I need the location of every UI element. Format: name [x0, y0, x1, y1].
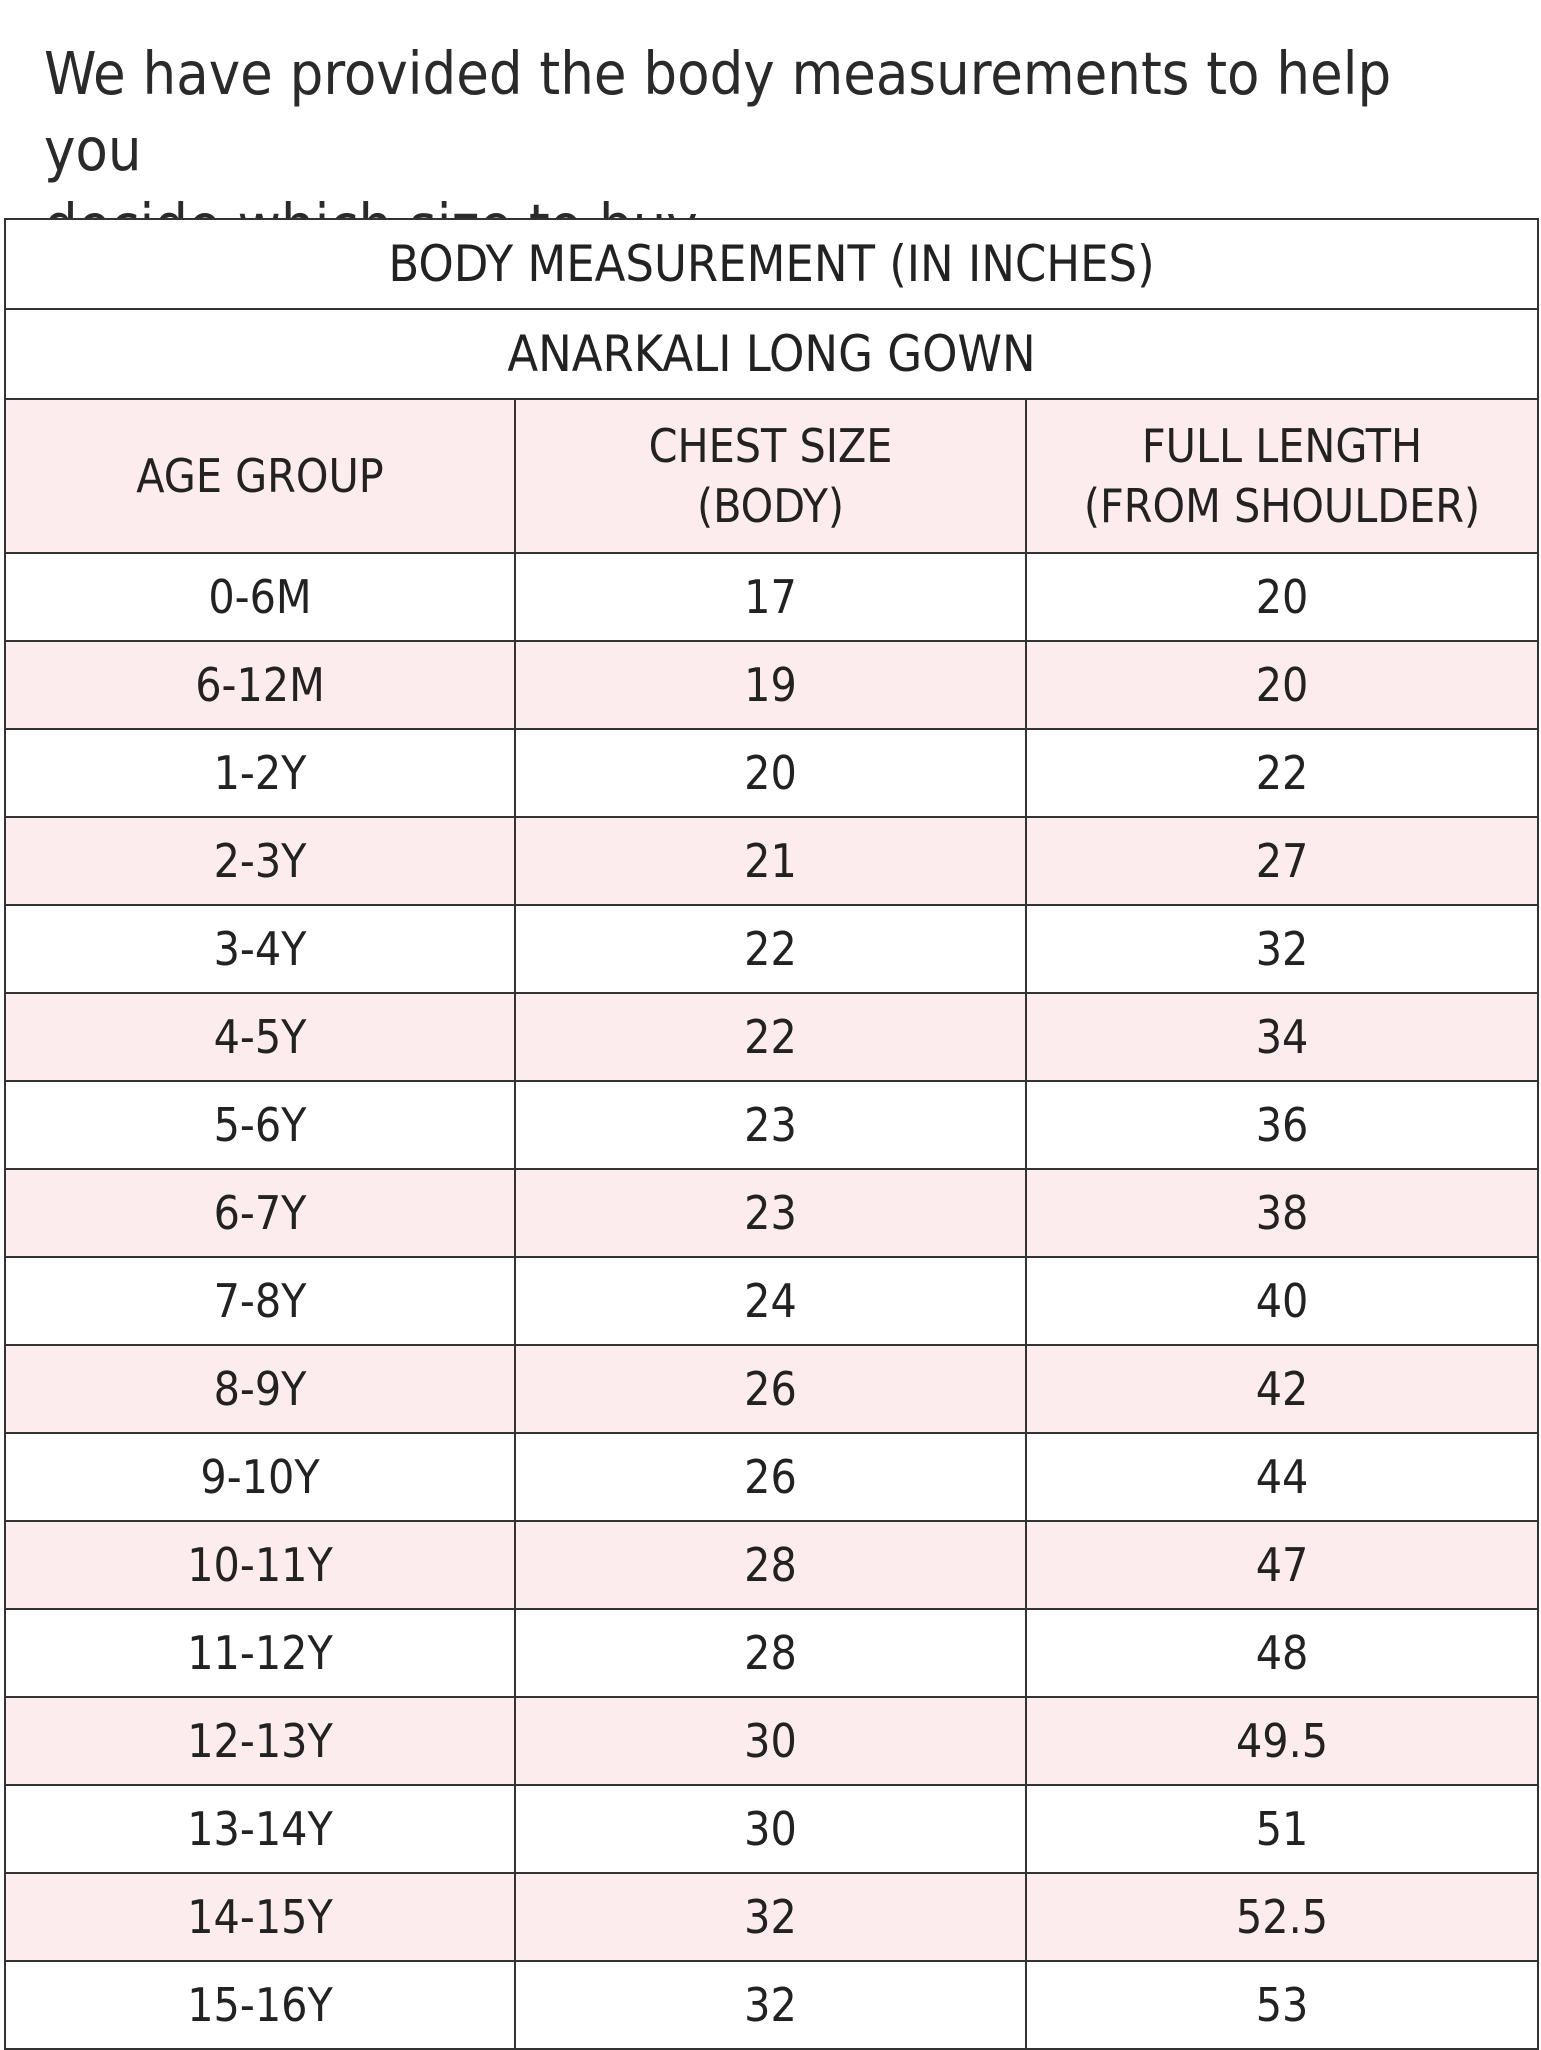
cell-age-group: 7-8Y: [5, 1257, 515, 1345]
header-length-line-1: FULL LENGTH: [1141, 419, 1423, 473]
cell-chest-size: 28: [515, 1521, 1026, 1609]
table-subtitle: ANARKALI LONG GOWN: [5, 309, 1538, 399]
cell-age-group: 11-12Y: [5, 1609, 515, 1697]
cell-age-group: 14-15Y: [5, 1873, 515, 1961]
cell-age-group: 0-6M: [5, 553, 515, 641]
cell-age-group: 13-14Y: [5, 1785, 515, 1873]
cell-full-length: 20: [1026, 641, 1538, 729]
cell-age-group: 6-12M: [5, 641, 515, 729]
table-row: [5, 1345, 1538, 1433]
table-row: [5, 1081, 1538, 1169]
cell-age-group: 15-16Y: [5, 1961, 515, 2049]
cell-age-group: 12-13Y: [5, 1697, 515, 1785]
cell-age-group: 2-3Y: [5, 817, 515, 905]
header-full-length: [1026, 399, 1538, 553]
cell-full-length: 52.5: [1026, 1873, 1538, 1961]
intro-line-1: We have provided the body measurements to help you: [44, 39, 1392, 184]
table-row: [5, 641, 1538, 729]
cell-chest-size: 23: [515, 1169, 1026, 1257]
table-row: [5, 1433, 1538, 1521]
header-chest-line-1: CHEST SIZE: [648, 419, 893, 473]
cell-chest-size: 26: [515, 1345, 1026, 1433]
cell-full-length: 44: [1026, 1433, 1538, 1521]
cell-full-length: 42: [1026, 1345, 1538, 1433]
table-row: [5, 1961, 1538, 2049]
cell-chest-size: 28: [515, 1609, 1026, 1697]
header-length-line-2: (FROM SHOULDER): [1083, 479, 1481, 533]
cell-chest-size: 21: [515, 817, 1026, 905]
cell-full-length: 40: [1026, 1257, 1538, 1345]
cell-chest-size: 32: [515, 1961, 1026, 2049]
cell-full-length: 51: [1026, 1785, 1538, 1873]
cell-full-length: 27: [1026, 817, 1538, 905]
table-row: [5, 553, 1538, 641]
table-title-row: [5, 219, 1538, 309]
cell-age-group: 8-9Y: [5, 1345, 515, 1433]
cell-full-length: 36: [1026, 1081, 1538, 1169]
header-chest-size: [515, 399, 1026, 553]
cell-age-group: 10-11Y: [5, 1521, 515, 1609]
cell-age-group: 9-10Y: [5, 1433, 515, 1521]
table-row: [5, 1697, 1538, 1785]
cell-full-length: 32: [1026, 905, 1538, 993]
cell-full-length: 34: [1026, 993, 1538, 1081]
table-row: [5, 993, 1538, 1081]
table-row: [5, 1785, 1538, 1873]
table-header-row: [5, 399, 1538, 553]
table-row: [5, 1257, 1538, 1345]
cell-full-length: 49.5: [1026, 1697, 1538, 1785]
cell-chest-size: 22: [515, 993, 1026, 1081]
cell-chest-size: 22: [515, 905, 1026, 993]
table-row: [5, 729, 1538, 817]
cell-chest-size: 19: [515, 641, 1026, 729]
cell-chest-size: 20: [515, 729, 1026, 817]
table-row: [5, 1873, 1538, 1961]
cell-chest-size: 24: [515, 1257, 1026, 1345]
cell-age-group: 3-4Y: [5, 905, 515, 993]
cell-age-group: 1-2Y: [5, 729, 515, 817]
cell-age-group: 4-5Y: [5, 993, 515, 1081]
table-row: [5, 1521, 1538, 1609]
cell-age-group: 5-6Y: [5, 1081, 515, 1169]
header-age-group-label: AGE GROUP: [136, 449, 384, 503]
cell-chest-size: 26: [515, 1433, 1026, 1521]
cell-chest-size: 23: [515, 1081, 1026, 1169]
table-row: [5, 1169, 1538, 1257]
cell-chest-size: 30: [515, 1785, 1026, 1873]
table-subtitle-row: [5, 309, 1538, 399]
cell-full-length: 22: [1026, 729, 1538, 817]
cell-full-length: 38: [1026, 1169, 1538, 1257]
cell-full-length: 48: [1026, 1609, 1538, 1697]
table-row: [5, 1609, 1538, 1697]
cell-full-length: 53: [1026, 1961, 1538, 2049]
size-chart-table: [4, 218, 1539, 2050]
cell-age-group: 6-7Y: [5, 1169, 515, 1257]
cell-chest-size: 30: [515, 1697, 1026, 1785]
table-row: [5, 817, 1538, 905]
cell-chest-size: 32: [515, 1873, 1026, 1961]
table-title: BODY MEASUREMENT (IN INCHES): [5, 219, 1538, 309]
header-age-group: [5, 399, 515, 553]
cell-full-length: 20: [1026, 553, 1538, 641]
table-row: [5, 905, 1538, 993]
header-chest-line-2: (BODY): [696, 479, 845, 533]
cell-full-length: 47: [1026, 1521, 1538, 1609]
cell-chest-size: 17: [515, 553, 1026, 641]
